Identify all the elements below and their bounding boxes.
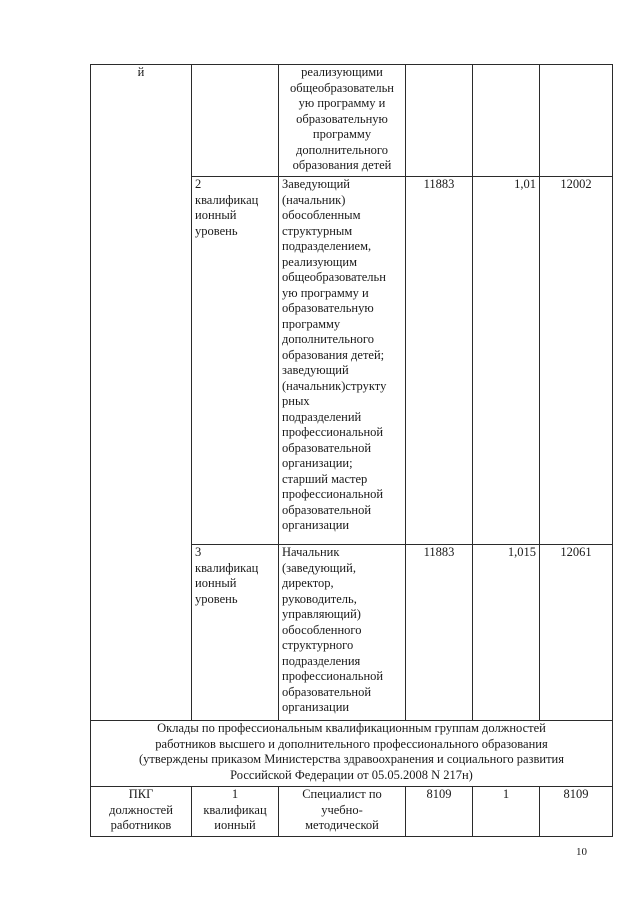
section-header <box>91 721 613 787</box>
salary-cell: 12061 <box>540 545 613 721</box>
group-fragment: й <box>137 65 145 79</box>
section-header-line: Оклады по профессиональным квалификационным группам должностей <box>157 721 546 735</box>
position-line: образовательной <box>282 440 372 455</box>
level-cell-empty <box>192 65 279 177</box>
position-line: подразделением, <box>282 239 372 253</box>
coefficient-cell: 1,015 <box>473 545 540 721</box>
position-line: образовательной <box>282 502 372 517</box>
coefficient-cell: 1 <box>473 787 540 837</box>
position-line: образовательной <box>282 684 372 699</box>
position-line: обособленным <box>282 208 361 222</box>
table-row-specialist <box>91 787 613 837</box>
position-line: (заведующий, <box>282 560 356 575</box>
level-text: уровень <box>195 591 238 606</box>
level-text: квалификац <box>195 192 259 207</box>
position-line: Начальник <box>282 545 340 559</box>
base-salary-cell: 11883 <box>406 177 473 545</box>
position-line: обособленного <box>282 622 362 637</box>
position-line: заведующий <box>282 363 349 377</box>
position-line: дополнительного <box>282 332 374 346</box>
position-line: руководитель, <box>282 591 357 606</box>
base-cell-empty <box>406 65 473 177</box>
coefficient-cell: 1,01 <box>473 177 540 545</box>
level-text: ионный <box>214 818 256 832</box>
group-cell <box>91 787 192 837</box>
position-line: ую программу и <box>282 285 369 300</box>
position-line: методической <box>305 818 379 832</box>
position-line: реализующими <box>301 65 383 79</box>
position-line: организации <box>282 518 350 532</box>
position-line: Специалист по <box>302 787 382 801</box>
level-number: 3 <box>195 545 202 559</box>
level-text: ионный <box>195 208 237 222</box>
position-line: рных <box>282 394 310 408</box>
position-cell <box>279 787 406 837</box>
group-line: должностей <box>109 802 173 817</box>
position-line: подразделений <box>282 409 362 424</box>
position-line: реализующим <box>282 254 358 269</box>
level-text: квалификац <box>203 802 267 817</box>
group-line: работников <box>110 818 172 832</box>
position-line: образовательную <box>296 111 388 126</box>
base-salary-cell: 11883 <box>406 545 473 721</box>
position-line: программу <box>282 316 341 331</box>
position-line: директор, <box>282 576 334 590</box>
salary-table <box>90 64 613 837</box>
level-number: 1 <box>231 787 239 801</box>
position-line: дополнительного <box>296 142 388 157</box>
level-number: 2 <box>195 177 202 191</box>
position-line: (начальник)структу <box>282 378 387 393</box>
section-header-line: (утверждены приказом Министерства здравоохранения и социального развития <box>138 752 564 766</box>
position-line: организации; <box>282 456 353 470</box>
section-header-row <box>91 721 613 787</box>
level-text: квалификац <box>195 560 259 575</box>
salary-cell: 8109 <box>540 787 613 837</box>
group-line: ПКГ <box>128 787 154 801</box>
position-line: образования детей <box>292 158 392 172</box>
position-cell <box>279 545 406 721</box>
table-row-continuation <box>91 65 613 177</box>
position-line: организации <box>282 700 350 714</box>
position-line: ую программу и <box>298 96 386 110</box>
position-line: (начальник) <box>282 192 346 207</box>
base-salary-cell: 8109 <box>406 787 473 837</box>
position-cell <box>279 177 406 545</box>
position-line: профессиональной <box>282 487 384 501</box>
position-line: образовательную <box>282 301 374 315</box>
page-number: 10 <box>576 846 587 858</box>
position-line: старший мастер <box>282 471 368 486</box>
position-line: учебно- <box>321 802 363 817</box>
position-line: профессиональной <box>282 425 384 439</box>
level-cell <box>192 177 279 545</box>
position-line: структурного <box>282 638 354 652</box>
level-cell <box>192 787 279 837</box>
position-line: управляющий) <box>282 607 361 621</box>
position-line: Заведующий <box>282 177 350 191</box>
position-cell-continuation <box>279 65 406 177</box>
salary-cell: 12002 <box>540 177 613 545</box>
position-line: образования детей; <box>282 347 385 362</box>
position-line: общеобразовательн <box>282 270 386 284</box>
salary-cell-empty <box>540 65 613 177</box>
position-line: программу <box>312 127 372 141</box>
level-text: уровень <box>195 223 238 238</box>
coef-cell-empty <box>473 65 540 177</box>
level-cell <box>192 545 279 721</box>
level-text: ионный <box>195 576 237 590</box>
position-line: общеобразовательн <box>290 80 394 95</box>
position-line: структурным <box>282 223 353 238</box>
section-header-line: Российской Федерации от 05.05.2008 N 217н) <box>230 767 473 782</box>
section-header-line: работников высшего и дополнительного профессионального образования <box>155 736 548 751</box>
position-line: подразделения <box>282 653 361 668</box>
position-line: профессиональной <box>282 669 384 683</box>
group-cell-continued <box>91 65 192 721</box>
